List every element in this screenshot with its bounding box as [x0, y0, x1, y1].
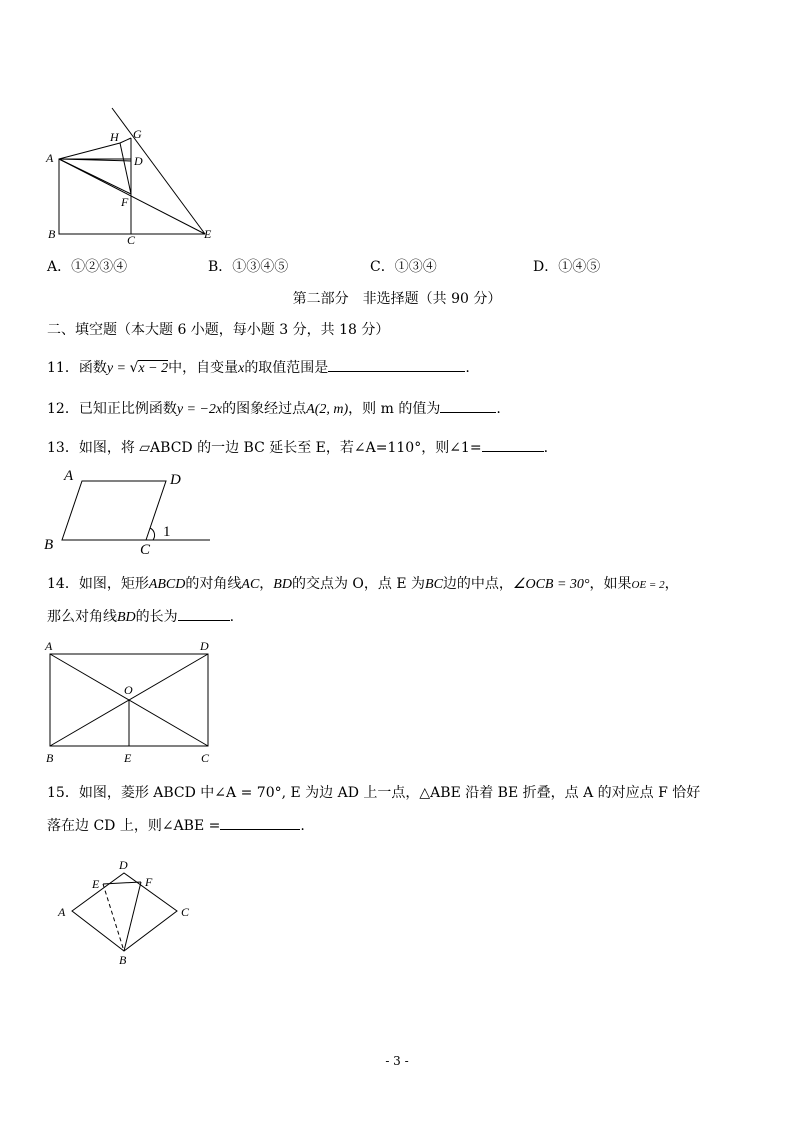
q14-label-C: C [201, 751, 210, 765]
q10-option-c: C．①③④ [370, 259, 437, 275]
q15-label-D: D [119, 858, 128, 872]
section-heading: 二、填空题（本大题 6 小题，每小题 3 分，共 18 分） [47, 322, 390, 338]
q13-label-C: C [140, 542, 151, 558]
q15-label-C: C [181, 905, 190, 919]
q14-answer-blank [178, 606, 230, 621]
q15-answer-blank [220, 815, 300, 830]
q13-label-A: A [64, 468, 74, 484]
part2-heading: 第二部分 非选择题（共 90 分） [292, 291, 502, 307]
q10-label-B: B [48, 227, 56, 241]
q10-option-b: B．①③④⑤ [208, 259, 289, 275]
question-14-line1: 14．如图，矩形ABCD的对角线AC，BD的交点为 O，点 E 为BC边的中点，∠OCB = 30°，如果OE = 2， [47, 576, 679, 592]
q14-label-A: A [45, 639, 53, 653]
q13-label-1: 1 [163, 524, 171, 540]
q15-figure [55, 855, 200, 970]
q14-label-E: E [124, 751, 132, 765]
q15-label-A: A [58, 905, 66, 919]
q12-answer-blank [440, 398, 496, 413]
page-number: - 3 - [385, 1054, 409, 1068]
q14-label-O: O [124, 683, 133, 697]
question-13: 13．如图，将 ▱ABCD 的一边 BC 延长至 E，若∠A=110°，则∠1= . [47, 437, 548, 458]
question-12: 12．已知正比例函数y = −2x的图象经过点A(2, m)，则 m 的值为 . [47, 398, 501, 420]
q13-answer-blank [482, 437, 544, 452]
q10-option-d: D．①④⑤ [533, 259, 601, 275]
q15-label-E: E [92, 877, 100, 891]
q15-label-F: F [145, 875, 153, 889]
q15-label-B: B [119, 953, 127, 967]
q10-label-H: H [110, 130, 119, 144]
q13-label-B: B [44, 537, 54, 553]
q14-label-B: B [46, 751, 54, 765]
q10-figure [40, 105, 230, 250]
q10-label-G: G [133, 127, 142, 141]
q10-label-A: A [46, 151, 54, 165]
q10-option-a: A．①②③④ [47, 259, 128, 275]
q10-label-E: E [204, 227, 212, 241]
q11-answer-blank [328, 357, 465, 372]
q13-label-D: D [170, 472, 181, 488]
question-14-line2: 那么对角线BD的长为 . [47, 606, 234, 628]
question-15-line2: 落在边 CD 上，则∠ABE = . [47, 815, 305, 836]
q10-label-D: D [134, 154, 143, 168]
q14-label-D: D [200, 639, 209, 653]
question-15-line1: 15．如图，菱形 ABCD 中∠A = 70°, E 为边 AD 上一点，△ABE 沿着 BE 折叠，点 A 的对应点 F 恰好 [47, 785, 701, 801]
q13-figure [40, 462, 220, 562]
q14-figure [40, 635, 220, 770]
question-11: 11．函数y = √x − 2中，自变量x的取值范围是 . [47, 357, 470, 379]
q10-label-C: C [127, 233, 136, 247]
q10-label-F: F [121, 195, 129, 209]
